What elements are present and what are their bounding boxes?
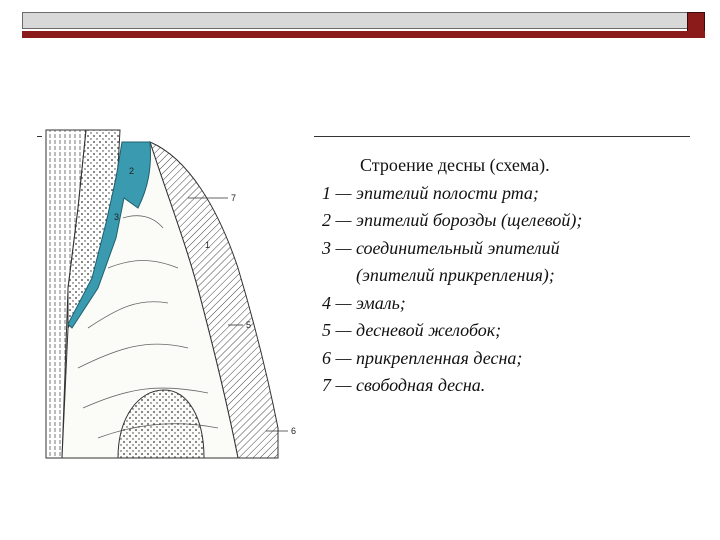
diagram-label-1: 1 xyxy=(205,240,211,250)
caption-item-2: 2 — эпителий борозды (щелевой); xyxy=(322,210,583,230)
caption-item-3-cont: (эпителий прикрепления); xyxy=(356,265,555,285)
caption-item-7: 7 — свободная десна. xyxy=(322,375,486,395)
diagram-label-5: 5 xyxy=(246,320,252,330)
caption-item-5: 5 — десневой желобок; xyxy=(322,320,502,340)
header-rule xyxy=(22,31,705,38)
diagram-label-6: 6 xyxy=(291,426,297,436)
caption-title: Строение десны (схема). xyxy=(360,155,550,175)
diagram-label-7: 7 xyxy=(231,193,237,203)
caption-item-1: 1 — эпителий полости рта; xyxy=(322,182,539,203)
caption-rule xyxy=(314,136,690,137)
caption-item-6: 6 — прикрепленная десна; xyxy=(322,347,523,368)
caption-item-4: 4 — эмаль; xyxy=(322,292,406,313)
caption-item-3: 3 — соединительный эпителий xyxy=(322,237,560,258)
header-bar xyxy=(22,12,689,29)
diagram-label-3: 3 xyxy=(114,212,120,222)
gum-structure-diagram xyxy=(38,128,310,468)
diagram-label-2: 2 xyxy=(129,166,135,176)
caption xyxy=(322,152,702,400)
